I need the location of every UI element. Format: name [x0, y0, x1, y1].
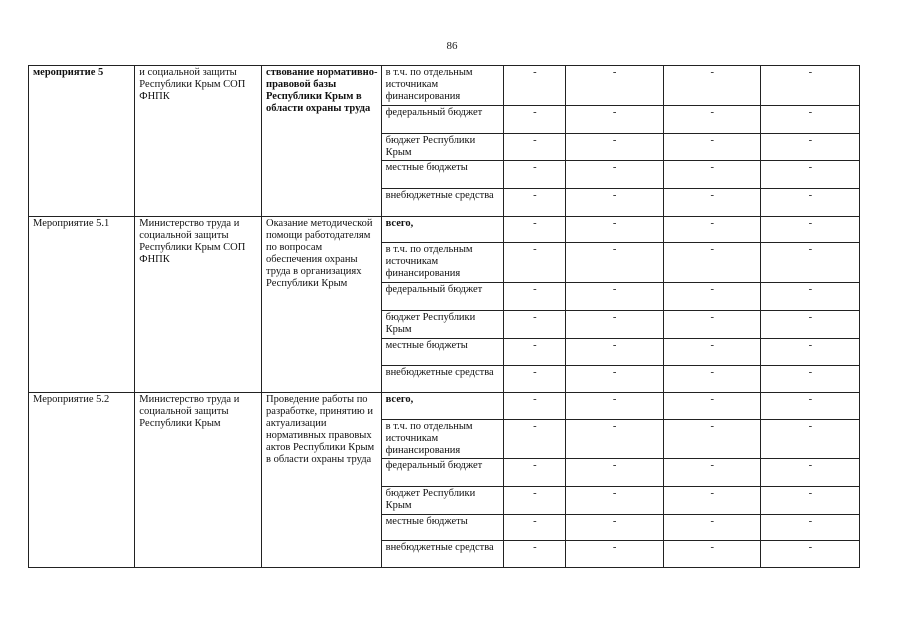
funding-value: -: [565, 420, 663, 459]
funding-value: -: [504, 66, 565, 106]
funding-value: -: [760, 393, 859, 420]
funding-value: -: [504, 134, 565, 161]
funding-value: -: [663, 243, 760, 283]
funding-value: -: [565, 217, 663, 243]
funding-value: -: [663, 283, 760, 311]
funding-value: -: [760, 420, 859, 459]
funding-value: -: [663, 420, 760, 459]
funding-value: -: [760, 106, 859, 134]
funding-value: -: [760, 339, 859, 366]
funding-value: -: [760, 217, 859, 243]
funding-value: -: [565, 393, 663, 420]
funding-value: -: [760, 459, 859, 487]
funding-source: в т.ч. по отдельным источникам финансирования: [381, 243, 504, 283]
funding-value: -: [504, 283, 565, 311]
table-row: [29, 393, 860, 420]
funding-value: -: [760, 189, 859, 217]
funding-source: в т.ч. по отдельным источникам финансирования: [381, 420, 504, 459]
funding-source: бюджет Республики Крым: [381, 311, 504, 339]
funding-value: -: [504, 420, 565, 459]
funding-source: всего,: [381, 217, 504, 243]
table-row: [29, 66, 860, 106]
measure-number: Мероприятие 5.2: [29, 393, 135, 568]
funding-value: -: [760, 66, 859, 106]
funding-source: внебюджетные средства: [381, 366, 504, 393]
funding-value: -: [663, 217, 760, 243]
funding-value: -: [760, 134, 859, 161]
funding-value: -: [565, 311, 663, 339]
funding-value: -: [760, 161, 859, 189]
funding-value: -: [565, 161, 663, 189]
measure-executor: Министерство труда и социальной защиты Республики Крым СОП ФНПК: [135, 217, 262, 393]
funding-value: -: [663, 311, 760, 339]
page-number: 86: [446, 40, 458, 52]
funding-value: -: [565, 243, 663, 283]
funding-source: федеральный бюджет: [381, 459, 504, 487]
measure-name: Проведение работы по разработке, принятию и актуализации нормативных правовых актов Республики Крым в области охраны труда: [262, 393, 382, 568]
funding-value: -: [565, 541, 663, 568]
funding-source: бюджет Республики Крым: [381, 134, 504, 161]
funding-value: -: [663, 459, 760, 487]
funding-source: бюджет Республики Крым: [381, 487, 504, 515]
funding-value: -: [504, 487, 565, 515]
funding-value: -: [565, 339, 663, 366]
funding-value: -: [504, 217, 565, 243]
financing-table: [28, 65, 860, 568]
funding-value: -: [663, 366, 760, 393]
funding-value: -: [760, 243, 859, 283]
funding-source: местные бюджеты: [381, 339, 504, 366]
funding-source: всего,: [381, 393, 504, 420]
funding-value: -: [504, 189, 565, 217]
measure-number: мероприятие 5: [29, 66, 135, 217]
funding-value: -: [663, 161, 760, 189]
funding-value: -: [504, 541, 565, 568]
measure-name: ствование нормативно-правовой базы Республики Крым в области охраны труда: [262, 66, 382, 217]
funding-value: -: [504, 339, 565, 366]
funding-source: местные бюджеты: [381, 161, 504, 189]
funding-value: -: [565, 283, 663, 311]
funding-value: -: [565, 487, 663, 515]
funding-value: -: [663, 339, 760, 366]
funding-value: -: [663, 106, 760, 134]
funding-value: -: [565, 106, 663, 134]
measure-executor: и социальной защиты Республики Крым СОП ФНПК: [135, 66, 262, 217]
funding-value: -: [504, 515, 565, 541]
funding-source: местные бюджеты: [381, 515, 504, 541]
funding-value: -: [760, 283, 859, 311]
funding-value: -: [565, 459, 663, 487]
funding-value: -: [504, 459, 565, 487]
funding-value: -: [504, 161, 565, 189]
funding-value: -: [663, 541, 760, 568]
funding-source: внебюджетные средства: [381, 541, 504, 568]
measure-name: Оказание методической помощи работодателям по вопросам обеспечения охраны труда в организациях Республики Крым: [262, 217, 382, 393]
funding-value: -: [565, 189, 663, 217]
funding-value: -: [663, 487, 760, 515]
funding-source: федеральный бюджет: [381, 283, 504, 311]
funding-value: -: [760, 366, 859, 393]
funding-source: в т.ч. по отдельным источникам финансирования: [381, 66, 504, 106]
funding-value: -: [760, 311, 859, 339]
funding-value: -: [760, 515, 859, 541]
funding-value: -: [565, 134, 663, 161]
funding-value: -: [504, 366, 565, 393]
funding-value: -: [565, 366, 663, 393]
funding-value: -: [663, 134, 760, 161]
table-row: [29, 217, 860, 243]
measure-number: Мероприятие 5.1: [29, 217, 135, 393]
funding-value: -: [565, 66, 663, 106]
funding-value: -: [504, 243, 565, 283]
funding-value: -: [760, 487, 859, 515]
funding-source: внебюджетные средства: [381, 189, 504, 217]
funding-value: -: [504, 393, 565, 420]
funding-value: -: [565, 515, 663, 541]
funding-value: -: [760, 541, 859, 568]
funding-value: -: [504, 106, 565, 134]
funding-value: -: [663, 189, 760, 217]
funding-value: -: [663, 515, 760, 541]
funding-source: федеральный бюджет: [381, 106, 504, 134]
funding-value: -: [504, 311, 565, 339]
funding-value: -: [663, 66, 760, 106]
measure-executor: Министерство труда и социальной защиты Республики Крым: [135, 393, 262, 568]
funding-value: -: [663, 393, 760, 420]
